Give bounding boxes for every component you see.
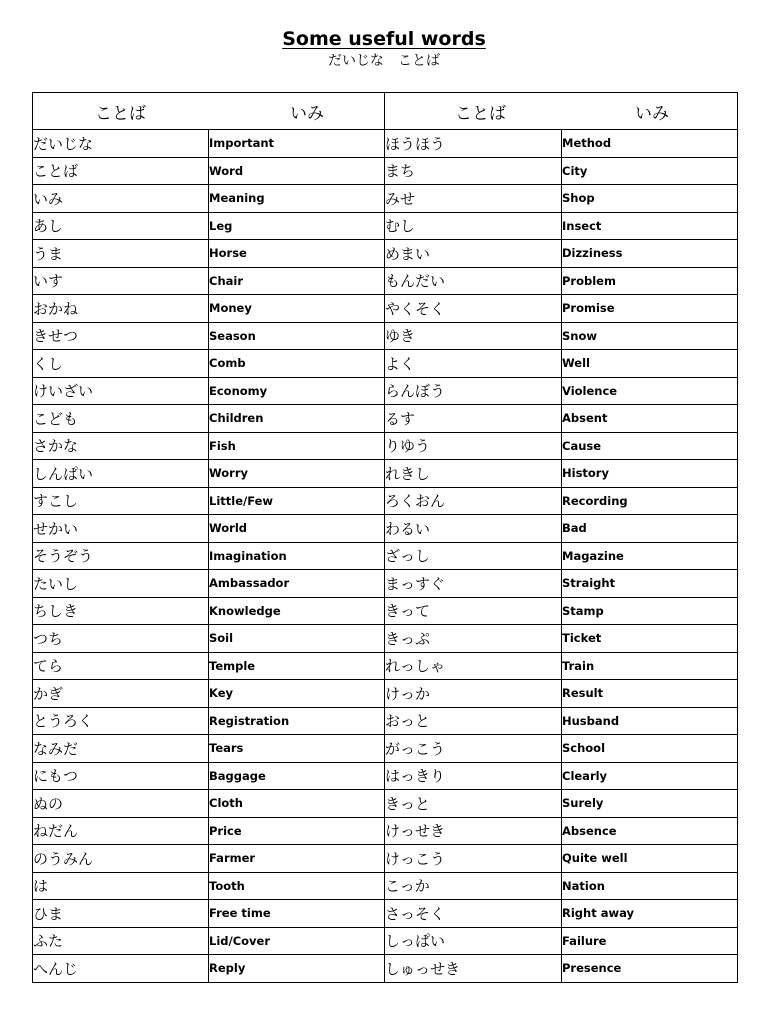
word-japanese-left: つち: [33, 625, 209, 653]
word-meaning-right: Right away: [562, 900, 738, 928]
table-header-row: [33, 93, 738, 130]
word-japanese-right: まっすぐ: [385, 570, 562, 598]
page-subtitle: だいじな ことば: [328, 53, 440, 69]
header-imi-right: いみ: [635, 103, 669, 124]
word-japanese-right: けっせき: [385, 817, 562, 845]
word-meaning-left: Worry: [209, 460, 385, 488]
word-japanese-left: ひま: [33, 900, 209, 928]
word-japanese-left: にもつ: [33, 762, 209, 790]
word-meaning-left: Money: [209, 295, 385, 323]
word-meaning-left: Economy: [209, 377, 385, 405]
word-meaning-left: Little/Few: [209, 487, 385, 515]
word-meaning-right: History: [562, 460, 738, 488]
table-row: [33, 845, 738, 873]
word-meaning-right: Insect: [562, 212, 738, 240]
word-japanese-right: がっこう: [385, 735, 562, 763]
word-meaning-left: Key: [209, 680, 385, 708]
table-row: [33, 515, 738, 543]
word-meaning-right: Failure: [562, 927, 738, 955]
word-japanese-left: なみだ: [33, 735, 209, 763]
word-meaning-left: World: [209, 515, 385, 543]
word-meaning-right: Quite well: [562, 845, 738, 873]
word-meaning-left: Soil: [209, 625, 385, 653]
word-meaning-left: Baggage: [209, 762, 385, 790]
table-row: [33, 817, 738, 845]
word-japanese-left: せかい: [33, 515, 209, 543]
word-japanese-left: ことば: [33, 157, 209, 185]
word-japanese-left: のうみん: [33, 845, 209, 873]
word-japanese-right: ほうほう: [385, 130, 562, 158]
word-meaning-right: Nation: [562, 872, 738, 900]
word-japanese-left: ぬの: [33, 790, 209, 818]
word-japanese-right: らんぼう: [385, 377, 562, 405]
table-row: [33, 460, 738, 488]
header-group-left: [33, 93, 385, 130]
table-row: [33, 377, 738, 405]
word-japanese-left: だいじな: [33, 130, 209, 158]
word-japanese-left: くし: [33, 350, 209, 378]
word-japanese-left: たいし: [33, 570, 209, 598]
table-row: [33, 790, 738, 818]
word-meaning-left: Registration: [209, 707, 385, 735]
word-meaning-right: Clearly: [562, 762, 738, 790]
table-row: [33, 927, 738, 955]
word-japanese-right: やくそく: [385, 295, 562, 323]
word-meaning-right: Promise: [562, 295, 738, 323]
word-meaning-left: Leg: [209, 212, 385, 240]
word-meaning-left: Children: [209, 405, 385, 433]
word-japanese-left: そうぞう: [33, 542, 209, 570]
word-japanese-right: けっか: [385, 680, 562, 708]
word-meaning-left: Reply: [209, 955, 385, 983]
header-group-right: [385, 93, 738, 130]
word-meaning-left: Price: [209, 817, 385, 845]
word-japanese-right: ざっし: [385, 542, 562, 570]
word-japanese-right: むし: [385, 212, 562, 240]
table-row: [33, 680, 738, 708]
table-row: [33, 130, 738, 158]
table-row: [33, 735, 738, 763]
word-japanese-right: きっと: [385, 790, 562, 818]
table-row: [33, 652, 738, 680]
header-imi-left: いみ: [290, 103, 324, 124]
table-row: [33, 762, 738, 790]
word-meaning-left: Word: [209, 157, 385, 185]
word-japanese-left: うま: [33, 240, 209, 268]
word-japanese-left: あし: [33, 212, 209, 240]
word-meaning-left: Comb: [209, 350, 385, 378]
word-japanese-right: きって: [385, 597, 562, 625]
word-japanese-right: さっそく: [385, 900, 562, 928]
word-japanese-right: もんだい: [385, 267, 562, 295]
word-meaning-left: Horse: [209, 240, 385, 268]
word-meaning-left: Chair: [209, 267, 385, 295]
word-meaning-left: Farmer: [209, 845, 385, 873]
word-meaning-left: Ambassador: [209, 570, 385, 598]
word-meaning-left: Free time: [209, 900, 385, 928]
word-meaning-right: Violence: [562, 377, 738, 405]
word-japanese-left: かぎ: [33, 680, 209, 708]
word-meaning-right: Bad: [562, 515, 738, 543]
table-row: [33, 707, 738, 735]
word-japanese-left: ふた: [33, 927, 209, 955]
table-row: [33, 955, 738, 983]
word-japanese-right: しっぱい: [385, 927, 562, 955]
word-japanese-right: わるい: [385, 515, 562, 543]
table-row: [33, 625, 738, 653]
table-row: [33, 212, 738, 240]
word-japanese-right: よく: [385, 350, 562, 378]
word-meaning-left: Season: [209, 322, 385, 350]
word-meaning-right: Dizziness: [562, 240, 738, 268]
word-meaning-right: Absent: [562, 405, 738, 433]
word-meaning-right: Method: [562, 130, 738, 158]
vocabulary-table: [32, 92, 738, 983]
table-row: [33, 157, 738, 185]
table-row: [33, 597, 738, 625]
table-row: [33, 542, 738, 570]
word-japanese-left: ちしき: [33, 597, 209, 625]
word-japanese-right: るす: [385, 405, 562, 433]
word-japanese-right: ろくおん: [385, 487, 562, 515]
header-kotoba-right: ことば: [455, 103, 506, 124]
word-japanese-left: いす: [33, 267, 209, 295]
table-row: [33, 872, 738, 900]
table-row: [33, 487, 738, 515]
word-meaning-right: Stamp: [562, 597, 738, 625]
word-meaning-right: Snow: [562, 322, 738, 350]
word-meaning-right: Shop: [562, 185, 738, 213]
word-japanese-left: すこし: [33, 487, 209, 515]
word-meaning-right: Magazine: [562, 542, 738, 570]
table-row: [33, 900, 738, 928]
word-japanese-left: こども: [33, 405, 209, 433]
word-japanese-right: はっきり: [385, 762, 562, 790]
word-meaning-left: Imagination: [209, 542, 385, 570]
word-meaning-right: Cause: [562, 432, 738, 460]
header-kotoba-left: ことば: [95, 103, 146, 124]
table-row: [33, 295, 738, 323]
word-japanese-right: こっか: [385, 872, 562, 900]
word-japanese-right: みせ: [385, 185, 562, 213]
word-meaning-left: Cloth: [209, 790, 385, 818]
word-japanese-left: さかな: [33, 432, 209, 460]
table-row: [33, 350, 738, 378]
word-meaning-left: Tooth: [209, 872, 385, 900]
word-meaning-right: Train: [562, 652, 738, 680]
word-meaning-left: Temple: [209, 652, 385, 680]
word-japanese-left: は: [33, 872, 209, 900]
word-japanese-right: れきし: [385, 460, 562, 488]
word-japanese-right: りゆう: [385, 432, 562, 460]
table-row: [33, 322, 738, 350]
word-japanese-left: てら: [33, 652, 209, 680]
word-japanese-left: けいざい: [33, 377, 209, 405]
word-meaning-right: School: [562, 735, 738, 763]
word-meaning-right: Recording: [562, 487, 738, 515]
word-meaning-right: Husband: [562, 707, 738, 735]
table-row: [33, 405, 738, 433]
word-meaning-right: Presence: [562, 955, 738, 983]
page-title: Some useful words: [282, 28, 486, 50]
word-japanese-right: おっと: [385, 707, 562, 735]
word-meaning-right: Well: [562, 350, 738, 378]
word-japanese-right: れっしゃ: [385, 652, 562, 680]
word-japanese-left: ねだん: [33, 817, 209, 845]
word-japanese-left: おかね: [33, 295, 209, 323]
word-meaning-left: Fish: [209, 432, 385, 460]
word-meaning-left: Tears: [209, 735, 385, 763]
word-meaning-left: Meaning: [209, 185, 385, 213]
table-row: [33, 240, 738, 268]
word-japanese-left: へんじ: [33, 955, 209, 983]
word-meaning-left: Important: [209, 130, 385, 158]
word-meaning-left: Knowledge: [209, 597, 385, 625]
word-meaning-right: City: [562, 157, 738, 185]
word-japanese-right: めまい: [385, 240, 562, 268]
word-japanese-right: ゆき: [385, 322, 562, 350]
word-meaning-left: Lid/Cover: [209, 927, 385, 955]
word-japanese-left: しんぱい: [33, 460, 209, 488]
word-japanese-right: しゅっせき: [385, 955, 562, 983]
table-row: [33, 432, 738, 460]
table-row: [33, 267, 738, 295]
word-meaning-right: Problem: [562, 267, 738, 295]
word-japanese-right: きっぷ: [385, 625, 562, 653]
word-japanese-left: いみ: [33, 185, 209, 213]
word-meaning-right: Straight: [562, 570, 738, 598]
word-meaning-right: Result: [562, 680, 738, 708]
word-meaning-right: Ticket: [562, 625, 738, 653]
table-row: [33, 185, 738, 213]
word-japanese-right: まち: [385, 157, 562, 185]
word-meaning-right: Absence: [562, 817, 738, 845]
table-body: [33, 130, 738, 983]
table-row: [33, 570, 738, 598]
word-japanese-right: けっこう: [385, 845, 562, 873]
word-japanese-left: とうろく: [33, 707, 209, 735]
word-meaning-right: Surely: [562, 790, 738, 818]
word-japanese-left: きせつ: [33, 322, 209, 350]
